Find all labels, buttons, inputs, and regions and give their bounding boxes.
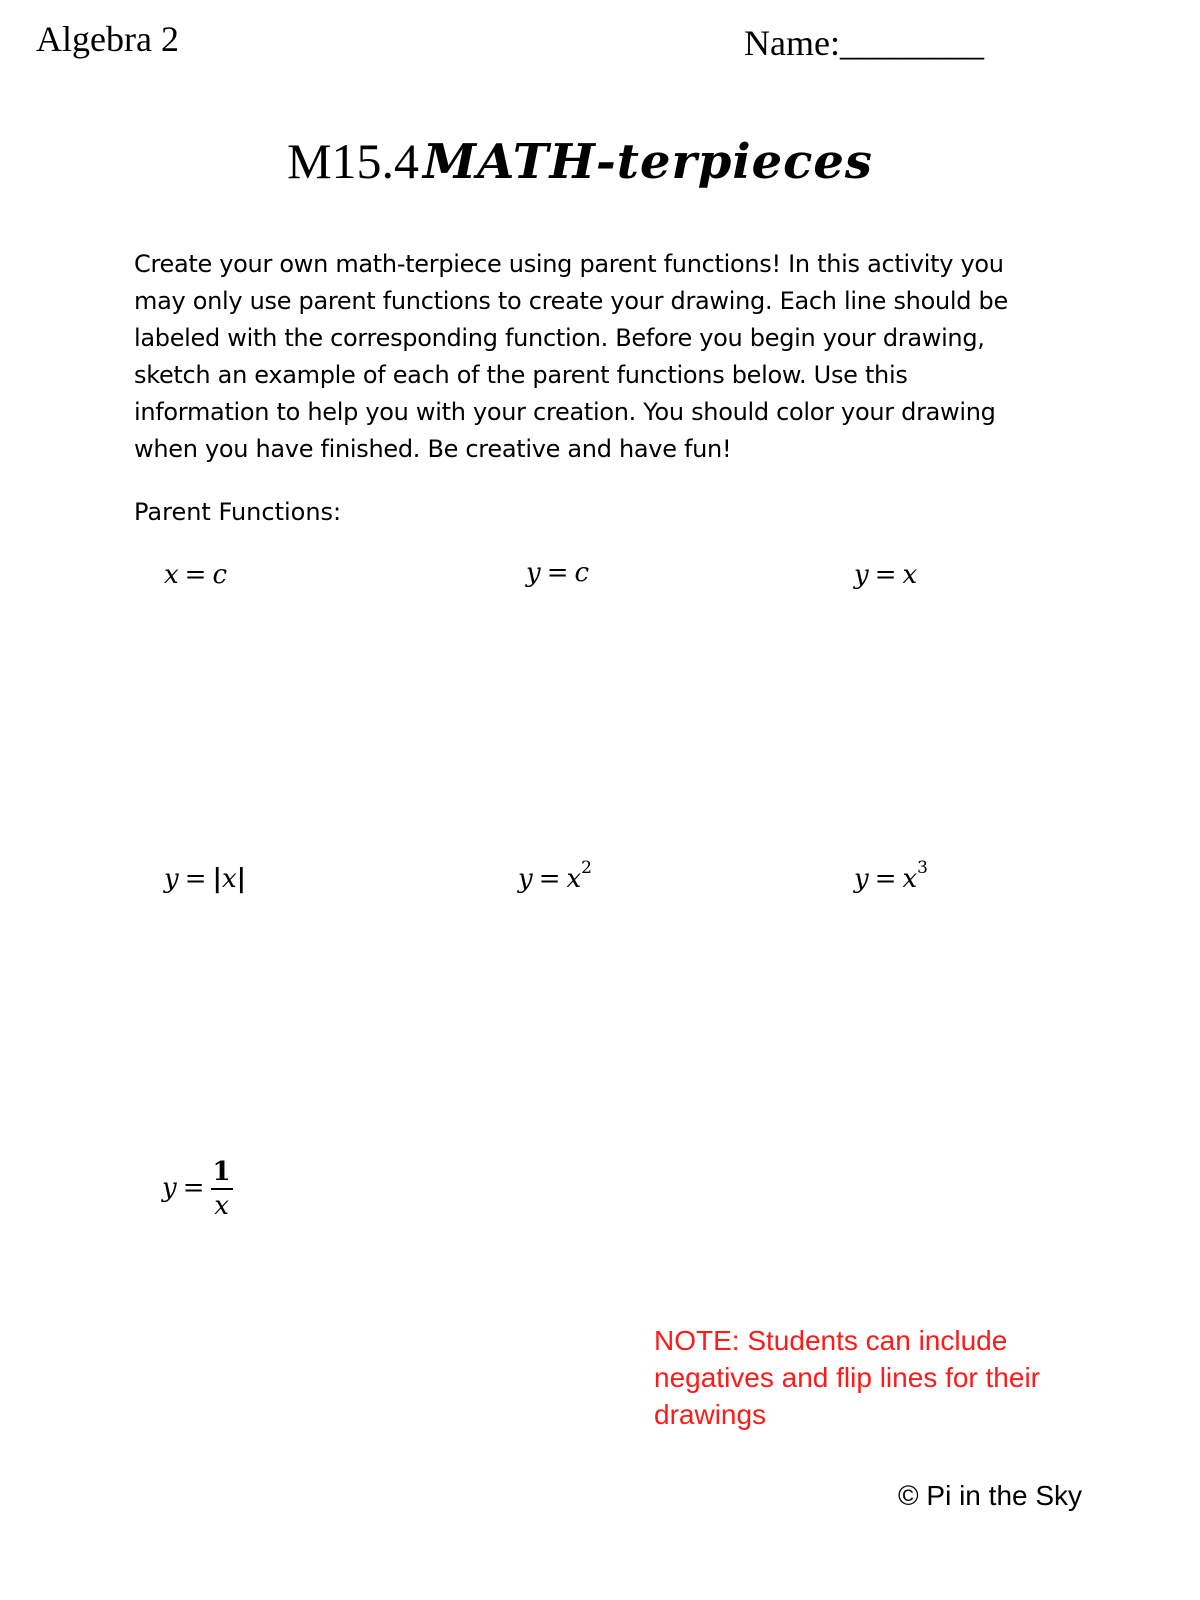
equals-sign: = [182, 1173, 205, 1203]
lesson-name: MATH-terpieces [423, 134, 873, 190]
function-rhs: c [212, 560, 228, 590]
fraction [211, 1156, 233, 1222]
fraction-denominator: x [214, 1191, 229, 1221]
function-lhs: y [526, 558, 541, 588]
equals-sign: = [874, 560, 897, 590]
course-title: Algebra 2 [36, 19, 179, 59]
function-horizontal-line [526, 558, 589, 588]
function-vertical-line [164, 560, 227, 590]
function-lhs: y [164, 864, 179, 894]
equals-sign: = [538, 864, 561, 894]
function-base: x [902, 864, 918, 894]
function-lhs: y [854, 560, 869, 590]
function-lhs: y [518, 864, 533, 894]
function-rhs: x [221, 864, 237, 894]
abs-bar-left: | [212, 864, 222, 894]
name-field: Name:________ [744, 23, 984, 63]
copyright-notice: © Pi in the Sky [898, 1480, 1083, 1511]
function-cubic [854, 858, 928, 894]
lesson-code: M15.4 [287, 133, 420, 189]
function-exponent: 2 [581, 858, 592, 878]
function-rhs: x [902, 560, 918, 590]
function-lhs: x [164, 560, 179, 590]
equals-sign: = [184, 560, 207, 590]
fraction-numerator: 1 [212, 1157, 231, 1187]
function-linear [854, 560, 917, 590]
function-absolute-value [164, 864, 246, 894]
teacher-note: NOTE: Students can include negatives and flip lines for their drawings [654, 1325, 1040, 1430]
function-rhs: c [574, 558, 590, 588]
equals-sign: = [874, 864, 897, 894]
equals-sign: = [184, 864, 207, 894]
function-base: x [566, 864, 582, 894]
worksheet-title [0, 132, 1160, 190]
function-lhs: y [854, 864, 869, 894]
abs-bar-right: | [236, 864, 247, 894]
function-exponent: 3 [917, 858, 928, 878]
parent-functions-label: Parent Functions: [134, 498, 342, 526]
instructions-paragraph: Create your own math-terpiece using parent functions! In this activity you may only use parent functions to create your drawing. Each line should be labeled with the corresponding function. Before you begin your drawing, sketch an example of each of the parent functions below. Use this information to help you with your creation. You should color your drawing when you have finished. Be creative and have fun! [134, 250, 1008, 463]
function-quadratic [518, 858, 592, 894]
function-reciprocal [162, 1156, 233, 1222]
function-lhs: y [162, 1173, 177, 1203]
equals-sign: = [546, 558, 569, 588]
